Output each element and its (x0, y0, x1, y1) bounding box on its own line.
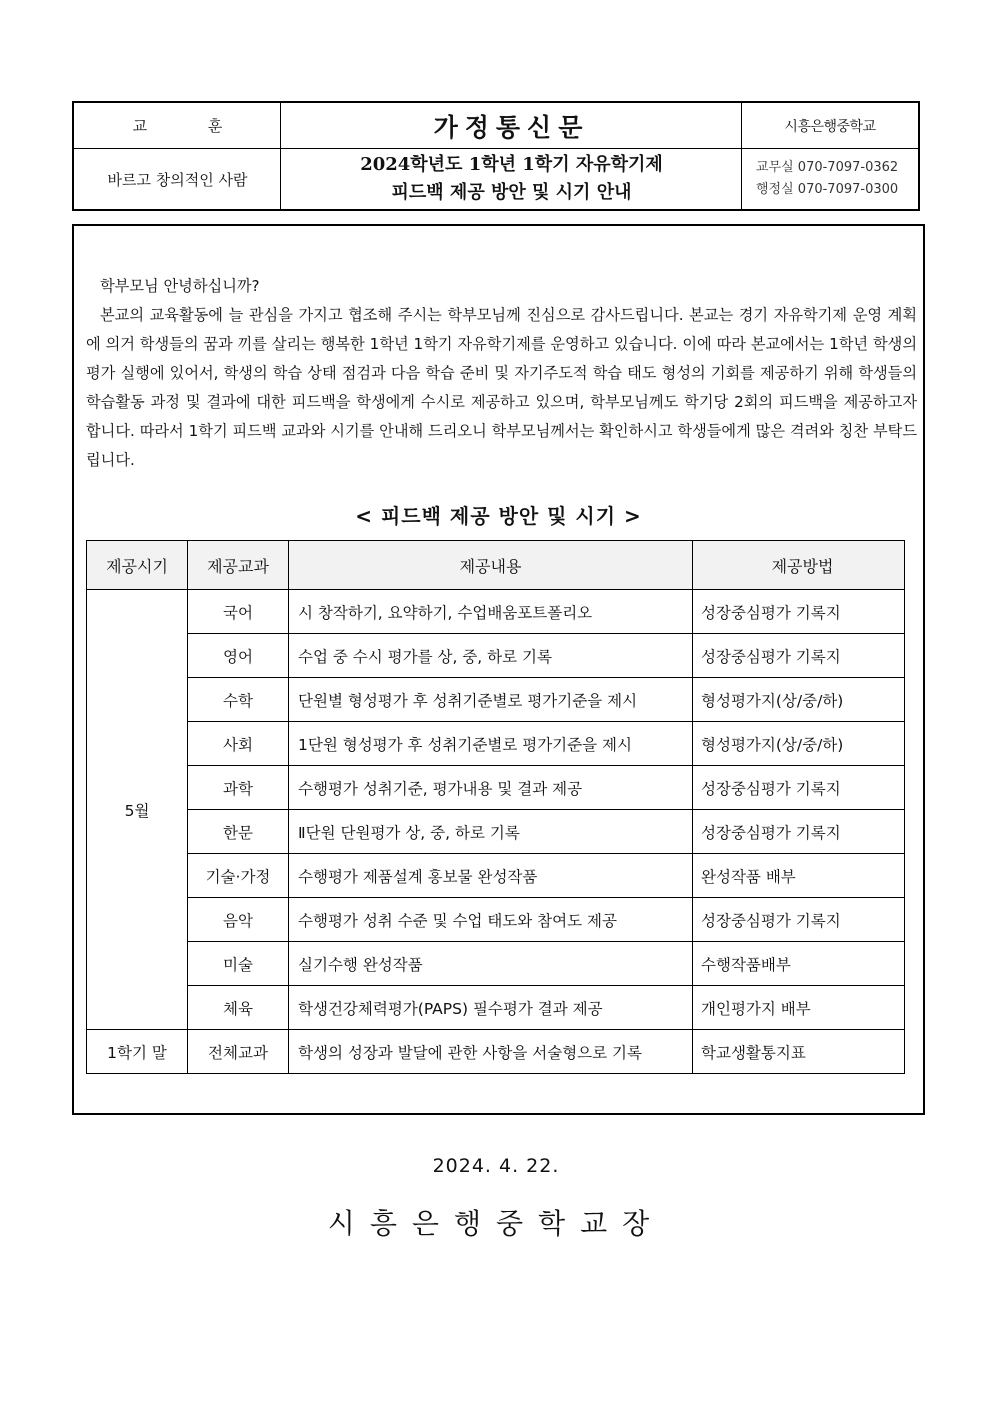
table-row (87, 810, 905, 854)
subject-cell: 과학 (188, 766, 289, 810)
method-cell: 성장중심평가 기록지 (693, 766, 905, 810)
subject-cell: 영어 (188, 634, 289, 678)
feedback-table (86, 540, 905, 1074)
table-row (87, 986, 905, 1030)
table-row (87, 766, 905, 810)
table-row (87, 590, 905, 634)
content-cell: 수행평가 제품설계 홍보물 완성작품 (289, 854, 693, 898)
table-row (87, 898, 905, 942)
motto-label: 교 훈 (132, 117, 251, 135)
content-cell: 학생건강체력평가(PAPS) 필수평가 결과 제공 (289, 986, 693, 1030)
document-subtitle (281, 149, 742, 209)
header-content: 제공내용 (289, 541, 693, 590)
principal-signature: 시흥은행중학교장 (327, 1207, 665, 1240)
content-cell: Ⅱ단원 단원평가 상, 중, 하로 기록 (289, 810, 693, 854)
contact-academic: 교무실 070-7097-0362 (756, 160, 899, 175)
header-method: 제공방법 (693, 541, 905, 590)
content-cell: 학생의 성장과 발달에 관한 사항을 서술형으로 기록 (289, 1030, 693, 1074)
table-row (87, 942, 905, 986)
content-cell: 1단원 형성평가 후 성취기준별로 평가기준을 제시 (289, 722, 693, 766)
subject-cell: 미술 (188, 942, 289, 986)
subject-cell: 한문 (188, 810, 289, 854)
table-row (87, 1030, 905, 1074)
subject-cell: 음악 (188, 898, 289, 942)
period-end-semester: 1학기 말 (87, 1030, 188, 1074)
method-cell: 형성평가지(상/중/하) (693, 722, 905, 766)
method-cell: 성장중심평가 기록지 (693, 810, 905, 854)
header-table (72, 101, 920, 211)
header-subject: 제공교과 (188, 541, 289, 590)
method-cell: 학교생활통지표 (693, 1030, 905, 1074)
subject-cell: 전체교과 (188, 1030, 289, 1074)
table-row (87, 722, 905, 766)
table-row (87, 854, 905, 898)
method-cell: 성장중심평가 기록지 (693, 590, 905, 634)
method-cell: 개인평가지 배부 (693, 986, 905, 1030)
table-row (87, 678, 905, 722)
method-cell: 성장중심평가 기록지 (693, 634, 905, 678)
school-name: 시흥은행중학교 (784, 118, 876, 135)
letter-body (72, 224, 925, 1115)
period-may: 5월 (87, 590, 188, 1030)
intro-text (86, 272, 917, 475)
method-cell: 형성평가지(상/중/하) (693, 678, 905, 722)
method-cell: 수행작품배부 (693, 942, 905, 986)
header-period: 제공시기 (87, 541, 188, 590)
contact-info (742, 149, 918, 209)
content-cell: 수행평가 성취 수준 및 수업 태도와 참여도 제공 (289, 898, 693, 942)
content-cell: 시 창작하기, 요약하기, 수업배움포트폴리오 (289, 590, 693, 634)
subtitle-line-2: 피드백 제공 방안 및 시기 안내 (391, 182, 632, 203)
subject-cell: 체육 (188, 986, 289, 1030)
subtitle-line-1: 2024학년도 1학년 1학기 자유학기제 (360, 154, 663, 175)
subject-cell: 사회 (188, 722, 289, 766)
content-cell: 수업 중 수시 평가를 상, 중, 하로 기록 (289, 634, 693, 678)
content-cell: 실기수행 완성작품 (289, 942, 693, 986)
table-header-row (87, 541, 905, 590)
table-title: < 피드백 제공 방안 및 시기 > (355, 504, 642, 528)
subject-cell: 기술·가정 (188, 854, 289, 898)
table-row (87, 634, 905, 678)
subject-cell: 국어 (188, 590, 289, 634)
intro-paragraph: 본교의 교육활동에 늘 관심을 가지고 협조해 주시는 학부모님께 진심으로 감사드립니다. 본교는 경기 자유학기제 운영 계획에 의거 학생들의 꿈과 끼를 살리는 행복한 1학년 1학기 자유학기제를 운영하고 있습니다. 이에 따라 본교에서는 1학년 학생의 평가 실행에 있어서, 학생의 학습 상태 점검과 다음 학습 준비 및 자기주도적 학습 태도 형성의 기회를 제공하기 위해 학생들의 학습활동 과정 및 결과에 대한 피드백을 학생에게 수시로 제공하고 있으며, 학부모님께도 학기당 2회의 피드백을 제공하고자 합니다. 따라서 1학기 피드백 교과와 시기를 안내해 드리오니 학부모님께서는 확인하시고 학생들에게 많은 격려와 칭찬 부탁드립니다. (86, 306, 917, 469)
greeting: 학부모님 안녕하십니까? (100, 277, 260, 295)
content-cell: 단원별 형성평가 후 성취기준별로 평가기준을 제시 (289, 678, 693, 722)
contact-admin: 행정실 070-7097-0300 (756, 182, 899, 197)
content-cell: 수행평가 성취기준, 평가내용 및 결과 제공 (289, 766, 693, 810)
method-cell: 성장중심평가 기록지 (693, 898, 905, 942)
method-cell: 완성작품 배부 (693, 854, 905, 898)
issue-date: 2024. 4. 22. (432, 1155, 560, 1177)
subject-cell: 수학 (188, 678, 289, 722)
school-motto: 바르고 창의적인 사람 (107, 170, 248, 189)
page-title: 가정통신문 (433, 112, 590, 142)
